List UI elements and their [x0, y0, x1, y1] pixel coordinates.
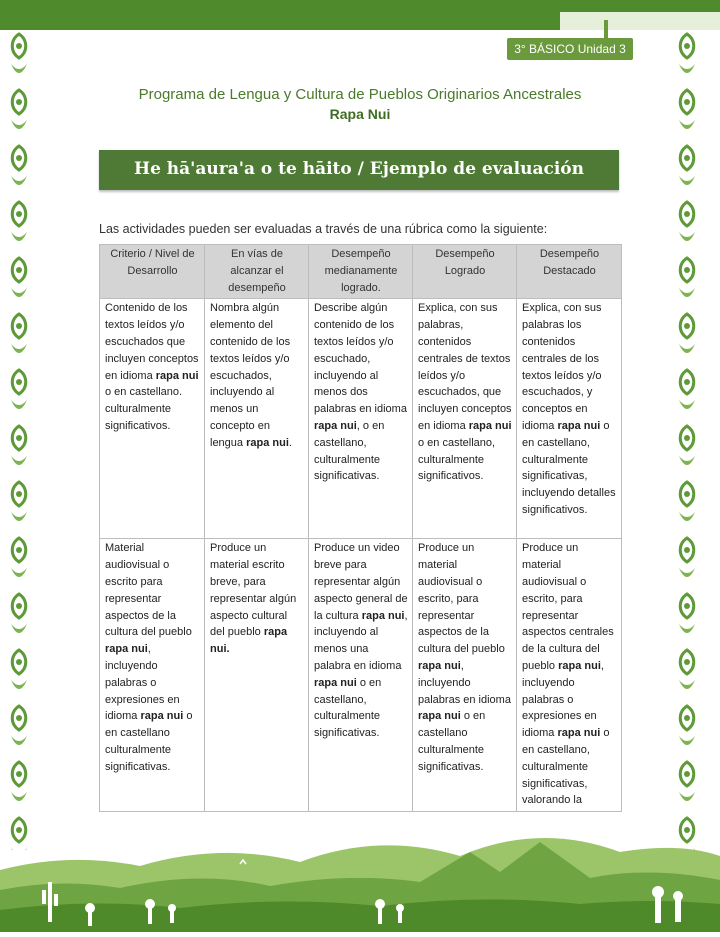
rapa-nui-term: rapa nui — [314, 419, 357, 432]
rapa-nui-term: rapa nui — [468, 419, 512, 432]
rubric-header-cell: Desempeño medianamente logrado. — [309, 245, 413, 299]
program-title: Programa de Lengua y Cultura de Pueblos Originarios Ancestrales — [138, 86, 582, 103]
rubric-cell: Produce un video breve para representar algún aspecto general de la cultura rapa nui, incluyendo al menos una palabra en idioma rapa nui o en castellano, culturalmente significativas. — [309, 539, 413, 812]
rapa-nui-term: rapa nui. — [210, 626, 288, 656]
rubric-cell: Nombra algún elemento del contenido de los textos leídos y/o escuchados, incluyendo al menos un concepto en lengua rapa nui. — [205, 299, 309, 539]
left-ornament-border — [8, 30, 30, 850]
top-bar — [0, 0, 720, 30]
table-row — [100, 299, 622, 539]
rapa-nui-term: rapa nui — [361, 609, 405, 622]
table-row — [100, 539, 622, 812]
right-ornament-border — [676, 30, 698, 850]
rapa-nui-term: rapa nui — [557, 727, 601, 740]
rubric-cell: Contenido de los textos leídos y/o escuchados que incluyen conceptos en idioma rapa nui o en castellano. culturalmente significativos. — [100, 299, 205, 539]
rubric-cell: Produce un material audiovisual o escrito, para representar aspectos de la cultura del pueblo rapa nui, incluyendo palabras en idioma rapa nui o en castellano culturalmente significativas. — [413, 539, 517, 812]
intro-text: Las actividades pueden ser evaluadas a través de una rúbrica como la siguiente: — [99, 222, 548, 236]
rubric-cell: Material audiovisual o escrito para representar aspectos de la cultura del pueblo rapa nui, incluyendo palabras o expresiones en idioma rapa nui o en castellano culturalmente significativas. — [100, 539, 205, 812]
rubric-header-cell: Desempeño Destacado — [517, 245, 622, 299]
top-bar-highlight — [560, 12, 720, 30]
rubric-cell: Explica, con sus palabras, contenidos centrales de textos leídos y/o escuchados, que incluyen conceptos en idioma rapa nui o en castellano, culturalmente significativos. — [413, 299, 517, 539]
landscape-footer — [0, 812, 720, 932]
rubric-cell: Explica, con sus palabras los contenidos centrales de los textos leídos y/o escuchados, y conceptos en idioma rapa nui o en castellano, culturalmente significativas, incluyendo detalles significativos. — [517, 299, 622, 539]
rapa-nui-term: rapa nui — [314, 676, 357, 689]
section-banner: He hā'aura'a o te hāito / Ejemplo de evaluación — [99, 150, 619, 190]
rapa-nui-term: rapa nui — [558, 659, 601, 672]
rubric-cell: Produce un material escrito breve, para representar algún aspecto cultural del pueblo rapa nui. — [205, 539, 309, 812]
rubric-cell: Produce un material audiovisual o escrito, para representar aspectos centrales de la cultura del pueblo rapa nui, incluyendo palabras o expresiones en idioma rapa nui o en castellano, culturalmente significativas, valorando la — [517, 539, 622, 812]
rubric-header-row — [100, 245, 622, 299]
rapa-nui-term: rapa nui — [140, 710, 184, 723]
rapa-nui-term: rapa nui — [155, 369, 199, 382]
rapa-nui-term: rapa nui — [246, 436, 289, 449]
rapa-nui-term: rapa nui — [418, 710, 461, 723]
people-subtitle: Rapa Nui — [329, 106, 391, 122]
rubric-cell: Describe algún contenido de los textos leídos y/o escuchado, incluyendo al menos dos palabras en idioma rapa nui, o en castellano, culturalmente significativas. — [309, 299, 413, 539]
badge-tab — [604, 20, 608, 40]
grade-unit-badge: 3° BÁSICO Unidad 3 — [507, 38, 633, 60]
rapa-nui-term: rapa nui — [557, 419, 601, 432]
rapa-nui-term: rapa nui — [418, 659, 461, 672]
rubric-table — [99, 244, 622, 812]
rapa-nui-term: rapa nui — [105, 643, 148, 656]
rubric-header-cell: Desempeño Logrado — [413, 245, 517, 299]
rubric-header-cell: Criterio / Nivel de Desarrollo — [100, 245, 205, 299]
rubric-header-cell: En vías de alcanzar el desempeño — [205, 245, 309, 299]
